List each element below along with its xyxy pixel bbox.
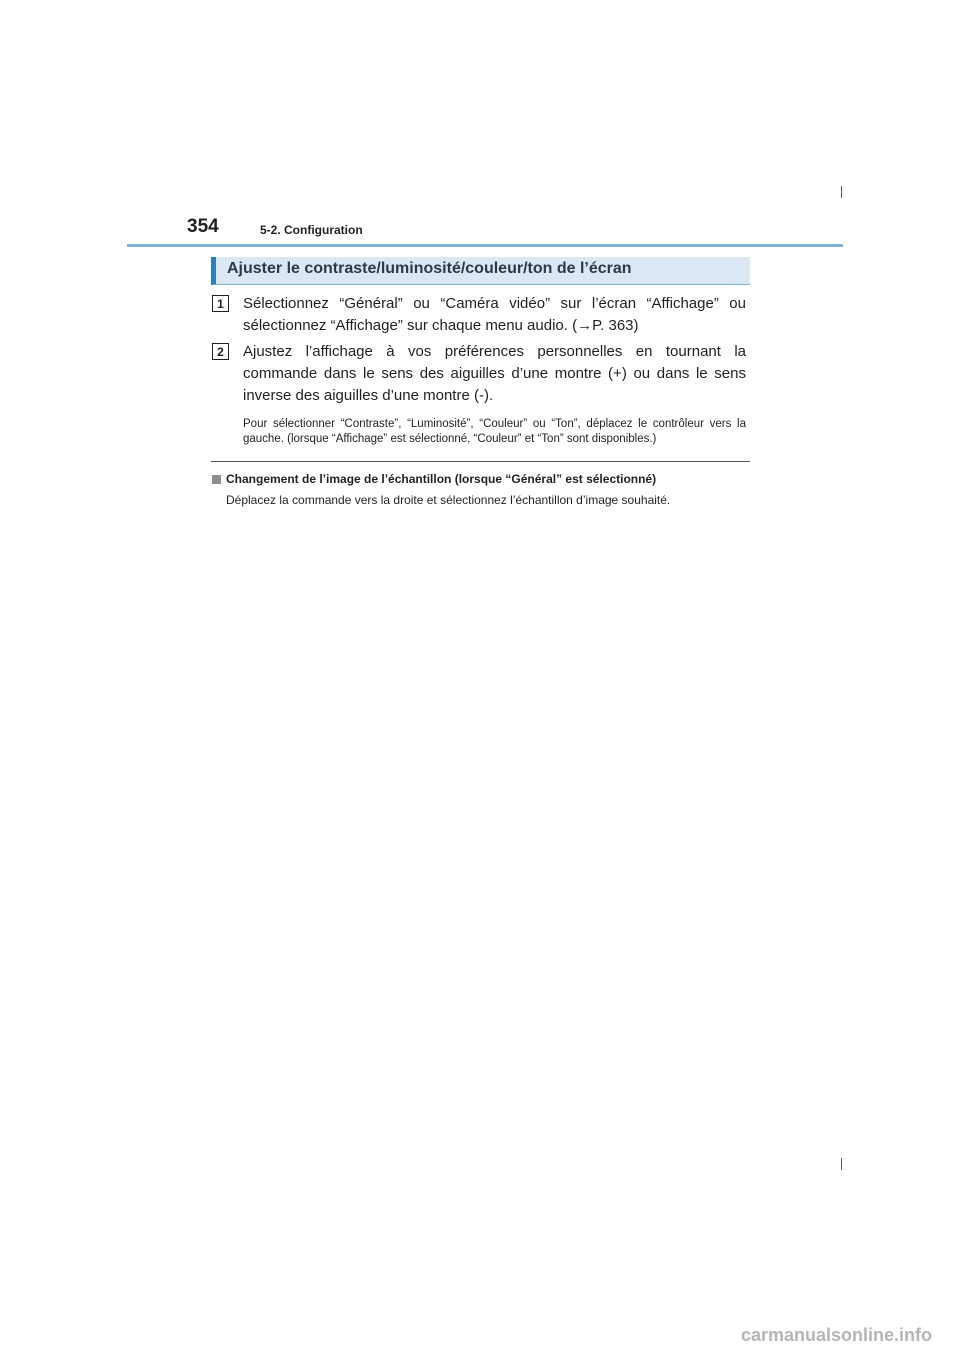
section-label: 5-2. Configuration xyxy=(260,223,363,237)
step-note-2: Pour sélectionner “Contraste”, “Luminosité”, “Couleur” ou “Ton”, déplacez le contrôleur vers la gauche. (lorsque “Affichage” est sélectionné, “Couleur” et “Ton” sont disponibles.) xyxy=(243,418,746,445)
square-bullet-icon xyxy=(212,475,221,484)
subsection-body: Déplacez la commande vers la droite et sélectionnez l’échantillon d’image souhaité. xyxy=(226,493,671,507)
step-text-2: Ajustez l’affichage à vos préférences personnelles en tournant la commande dans le sens des aiguilles d’une montre (+) ou dans le sens inverse des aiguilles d’une montre (-). xyxy=(243,343,746,404)
section-title: Ajuster le contraste/luminosité/couleur/ton de l’écran xyxy=(227,260,632,277)
step-number-2: 2 xyxy=(212,343,229,360)
section-divider xyxy=(211,461,750,462)
watermark: carmanualsonline.info xyxy=(740,1325,932,1345)
header-rule xyxy=(127,244,843,247)
page-number: 354 xyxy=(187,216,219,237)
step-text-1: Sélectionnez “Général” ou “Caméra vidéo” sur l’écran “Affichage” ou sélectionnez “Affichage” sur chaque menu audio. (→P. 363) xyxy=(243,295,746,334)
crop-mark-top xyxy=(841,186,842,198)
section-title-bar xyxy=(211,257,750,285)
subsection-heading: Changement de l’image de l’échantillon (lorsque “Général” est sélectionné) xyxy=(226,472,657,486)
crop-mark-bottom xyxy=(841,1158,842,1170)
step-number-1: 1 xyxy=(212,295,229,312)
